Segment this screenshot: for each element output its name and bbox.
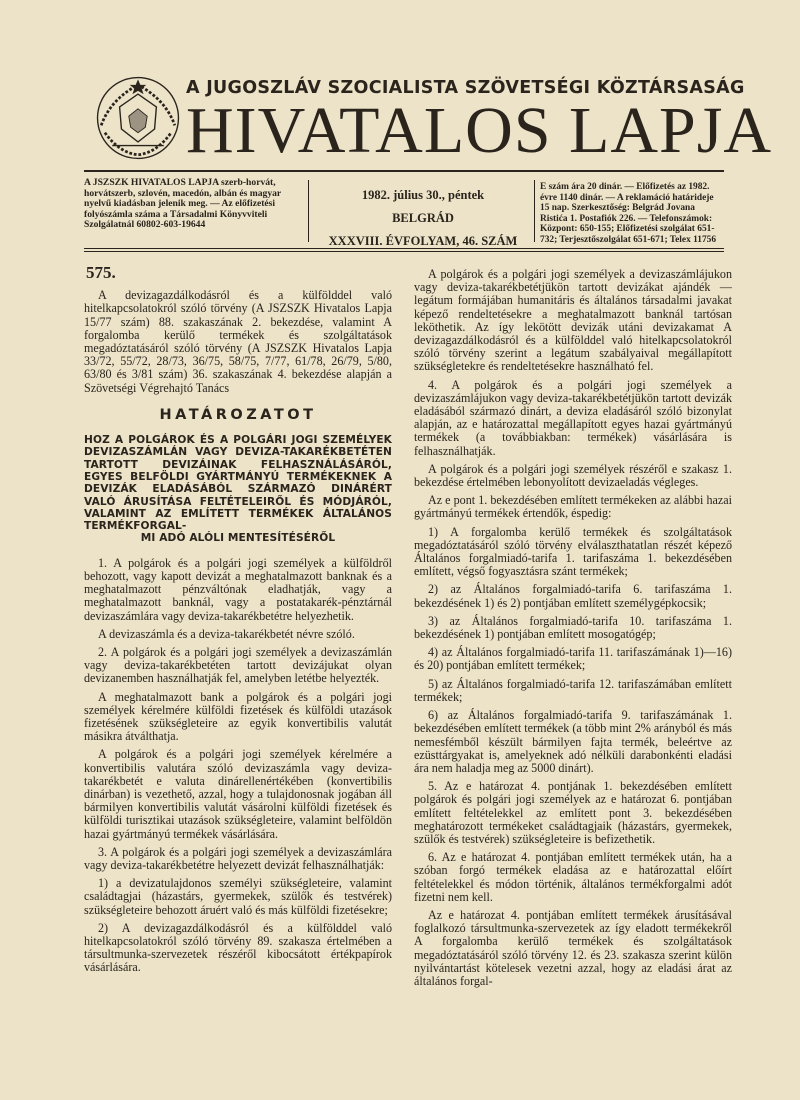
info-divider-bottom-double — [84, 251, 724, 252]
decision-subtitle-text: HOZ A POLGÁROK ÉS A POLGÁRI JOGI SZEMÉLYEK DEVIZASZÁMLÁN VAGY DEVIZA-TAKARÉKBETÉTEN TARTOTT DEVIZÁINAK FELHASZNÁLÁSÁRÓL, EGYES BELFÖLDI GYÁRTMÁNYÚ TERMÉKEKNEK A DEVIZÁK ELADÁSÁBÓL SZÁRMAZÓ DINÁRÉRT VALÓ ÁRUSÍTÁSA FELTÉTELEIRŐL ÉS MÓDJÁRÓL, VALAMINT AZ EMLÍTETT TERMÉKEK ÁLTALÁNOS TERMÉKFORGAL- — [84, 434, 392, 533]
decision-title: HATÁROZATOT — [159, 406, 317, 423]
gazette-title: HIVATALOS LAPJA — [186, 94, 773, 167]
decision-subtitle-last-line: MI ADÓ ALÓLI MENTESÍTÉSÉRŐL — [140, 532, 336, 545]
paragraph: A polgárok és a polgári jogi személyek részéről e szakasz 1. bekezdése értelmében lebonyolított devizaeladás végleges. — [414, 461, 732, 490]
publication-info — [84, 178, 296, 231]
paragraph: A polgárok és a polgári jogi személyek kérelmére a konvertibilis valutára szóló devizaszámla vagy deviza-takarékbetét e valuta dinárellenértékében (konvertibilis dinárban) is vezethető, azzal, hogy a tulajdonosnak jogában áll bármilyen konvertibilis valutát vásárolni külföldi fizetések és külföldi turisztikai utazások szükségleteire, valamint belföldön hazai gyártmányú termékek vásárlására. — [84, 747, 392, 841]
paragraph: A polgárok és a polgári jogi személyek a devizaszámlájukon vagy deviza-takarékbetétjükön tartott devizákat ajándék — legátum formájában humanitáris és általános társadalmi javakat képező rendeltetésekre a meghatalmazott banknál tartósan leköthetik. Az így lekötött devizák utáni devizakamat A devizagazdálkodásról és a külfölddel való hitelkapcsolatokról szóló törvény szerint a legátum szabályaival megállapított szükségletekre és rendeltetésekre használható fel. — [414, 267, 732, 374]
paragraph: A devizaszámla és a deviza-takarékbetét névre szóló. — [98, 626, 355, 641]
paragraph: 2) A devizagazdálkodásról és a külfölddel való hitelkapcsolatokról szóló törvény 89. szakasza értelmében a társultmunka-szervezetek részéről kibocsátott értékpapírok vásárlására. — [84, 920, 392, 975]
paragraph: 3. A polgárok és a polgári jogi személyek a devizaszámlára vagy deviza-takarékbetétre helyezett devizát felhasználhatják: — [84, 844, 392, 872]
publication-info-text: A JSZSZK HIVATALOS LAPJA szerb-horvát, horvátszerb, szlovén, macedón, albán és magyar nyelvű kiadásban jelenik meg. — Az előfizetési folyószámla száma a Társadalmi Könyvviteli Szolgálatnál 60802-603-19644 — [84, 177, 282, 231]
paragraph: 4. A polgárok és a polgári jogi személyek a devizaszámlájukon vagy deviza-takarékbetétjükön tartott devizák eladásából származó dinárt, a deviza eladásáról szóló bizonylat alapján, az e határozattal megállapított egyes hazai gyártmányú termékek (a továbbiakban: termékek) vásárlására is felhasználhatják. — [414, 377, 732, 458]
price-contact-info: E szám ára 20 dinár. — Előfizetés az 1982. évre 1140 dinár. — A reklamáció határideje 15 nap. Szerkesztőség: Belgrád Jovana Ristića 1. Postafiók 226. — Telefonszámok: Központ: 650-155; Előfizetési szolgálat 651-732; Terjesztőszolgálat 651-671; Telex 11756 — [540, 182, 717, 245]
country-name-heading: A JUGOSZLÁV SZOCIALISTA SZÖVETSÉGI KÖZTÁRSASÁG — [186, 78, 745, 98]
info-divider-bottom — [84, 248, 724, 249]
info-divider-left — [308, 180, 309, 242]
paragraph: 3) az Általános forgalmiadó-tarifa 10. tarifaszáma 1. bekezdésének 1) pontjában említett mosogatógép; — [414, 613, 732, 642]
paragraph: 6) az Általános forgalmiadó-tarifa 9. tarifaszámának 1. bekezdésében említett termékek (a több mint 2% arányból és más nemesfémből készült bármilyen fajta termék, beleértve az ezüsttárgyakat is, amelyeknek adó nélküli darabonkénti eladási ára nem haladja meg az 5000 dinárt). — [414, 708, 732, 775]
issue-info — [318, 188, 528, 257]
state-emblem-icon — [92, 72, 184, 164]
paragraph: 2) az Általános forgalmiadó-tarifa 6. tarifaszáma 1. bekezdésének 1) és 2) pontjában említett személygépkocsik; — [414, 582, 732, 610]
decision-subtitle — [84, 434, 392, 545]
right-column — [414, 268, 732, 993]
paragraph: Az e pont 1. bekezdésében említett termékeken az alábbi hazai gyártmányú termékek értendők, éspedig: — [414, 493, 732, 521]
preamble: A devizagazdálkodásról és a külfölddel való hitelkapcsolatokról szóló törvény (A JSZSZK Hivatalos Lapja 15/77 szám) 88. szakaszának 2. bekezdése, valamint A forgalomba kerülő termékek és szolgáltatások megadóztatásáról szóló törvény (A JSZSZK Hivatalos Lapja 33/72, 55/72, 28/73, 36/75, 58/75, 7/77, 61/78, 26/79, 5/80, 63/80 és 3/81 szám) 36. szakaszának 4. bekezdése alapján a Szövetségi Végrehajtó Tanács — [84, 288, 392, 395]
article-number: 575. — [86, 263, 116, 282]
issue-place: BELGRÁD — [392, 211, 454, 225]
paragraph: 4) az Általános forgalmiadó-tarifa 11. tarifaszámának 1)—16) és 20) pontjában említett termékek; — [414, 645, 732, 673]
paragraph: Az e határozat 4. pontjában említett termékek árusításával foglalkozó társultmunka-szervezetek az így eladott termékekről A forgalomba kerülő termékek és szolgáltatások megadóztatásáról szóló törvény 12. és 23. szakasza szerint külön nyilvántartást kötelesek vezetni azzal, hogy az eladási árat az általános forgal- — [414, 907, 732, 988]
paragraph: A meghatalmazott bank a polgárok és a polgári jogi személyek kérelmére külföldi fizetések és külföldi utazások fizetésének szükségleteire az egyik konvertibilis valutát másikra átválthatja. — [84, 689, 392, 744]
left-column — [84, 263, 392, 980]
info-divider-right — [534, 180, 535, 242]
paragraph: 6. Az e határozat 4. pontjában említett termékek után, ha a szóban forgó termékek eladása az e határozattal előírt feltételekkel és módon történik, általános termékforgalmi adót fizetni nem kell. — [414, 850, 732, 904]
issue-number: XXXVIII. ÉVFOLYAM, 46. SZÁM — [328, 234, 518, 248]
paragraph: 1) A forgalomba kerülő termékek és szolgáltatások megadóztatásáról szóló törvény elválaszthatatlan részét képező Általános forgalmiadó-tarifa 1. tarifaszáma 1. bekezdésében említett, végső fogyasztásra szánt termékek; — [414, 524, 732, 579]
paragraph: 5. Az e határozat 4. pontjának 1. bekezdésében említett polgárok és polgári jogi személyek az e határozat 6. pontjában említett feltételekkel az említett pont 3. bekezdésében meghatározott termékeket családtagjaik (házastárs, gyermekek, szülők és testvérek) szükségleteire is befizethetik. — [414, 779, 732, 846]
issue-date: 1982. július 30., péntek — [361, 188, 485, 202]
paragraph: 5) az Általános forgalmiadó-tarifa 12. tarifaszámában említett termékek; — [414, 676, 732, 704]
masthead-divider — [84, 170, 724, 172]
paragraph: 2. A polgárok és a polgári jogi személyek a devizaszámlán vagy deviza-takarékbetéten tartott devizájukat olyan devizanemben használhatják fel, amelyben letétbe helyezték. — [84, 644, 392, 686]
paragraph: 1. A polgárok és a polgári jogi személyek a külföldről behozott, vagy kapott devizát a meghatalmazott banknak és a meghatalmazott pénzváltónak eladhatják, vagy a meghatalmazott banknál, vagy a postatakarék-pénztárnál devizaszámlára vagy deviza-takarékbetétre helyezhetik. — [84, 555, 392, 623]
paragraph: 1) a devizatulajdonos személyi szükségleteire, valamint családtagjai (házastárs, gyermekek, szülők és testvérek) szükségleteire behozott áruért való és más külföldi fizetésekre; — [84, 876, 392, 917]
